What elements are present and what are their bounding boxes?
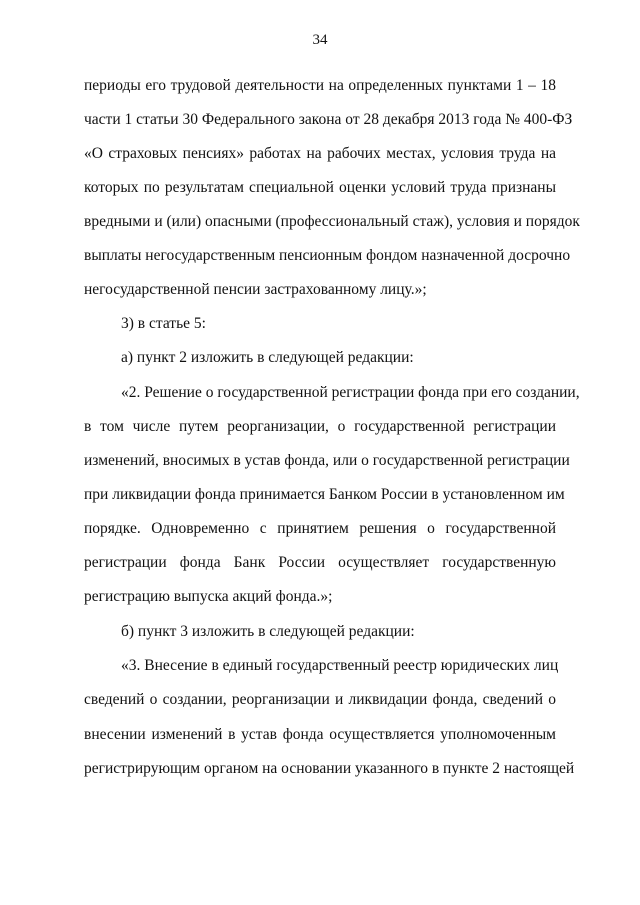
text-line: регистрирующим органом на основании указанного в пункте 2 настоящей xyxy=(84,760,575,777)
text-line: регистрацию выпуска акций фонда.»; xyxy=(84,588,333,605)
text-line: периоды его трудовой деятельности на определенных пунктами 1 – 18 xyxy=(84,77,556,94)
text-line: части 1 статьи 30 Федерального закона от 28 декабря 2013 года № 400-ФЗ xyxy=(84,111,573,128)
text-line: «3. Внесение в единый государственный реестр юридических лиц xyxy=(121,657,559,674)
text-line: порядке. Одновременно с принятием решения о государственной xyxy=(84,520,556,537)
text-line: вредными и (или) опасными (профессиональный стаж), условия и порядок xyxy=(84,213,580,230)
text-line: изменений, вносимых в устав фонда, или о государственной регистрации xyxy=(84,452,570,469)
list-item-heading: 3) в статье 5: xyxy=(121,315,206,332)
text-line: негосударственной пенсии застрахованному лицу.»; xyxy=(84,281,427,298)
text-line: «2. Решение о государственной регистрации фонда при его создании, xyxy=(121,384,580,401)
page-number: 34 xyxy=(312,32,328,48)
text-line: при ликвидации фонда принимается Банком России в установленном им xyxy=(84,486,565,503)
sub-item-heading: а) пункт 2 изложить в следующей редакции: xyxy=(121,349,414,366)
sub-item-heading: б) пункт 3 изложить в следующей редакции: xyxy=(121,623,415,640)
text-line: «О страховых пенсиях» работах на рабочих местах, условия труда на xyxy=(84,145,556,162)
text-line: которых по результатам специальной оценки условий труда признаны xyxy=(84,179,556,196)
text-line: в том числе путем реорганизации, о государственной регистрации xyxy=(84,418,556,435)
text-line: сведений о создании, реорганизации и ликвидации фонда, сведений о xyxy=(84,691,556,708)
text-line: регистрации фонда Банк России осуществляет государственную xyxy=(84,554,556,571)
text-line: внесении изменений в устав фонда осуществляется уполномоченным xyxy=(84,726,556,743)
text-line: выплаты негосударственным пенсионным фондом назначенной досрочно xyxy=(84,247,571,264)
